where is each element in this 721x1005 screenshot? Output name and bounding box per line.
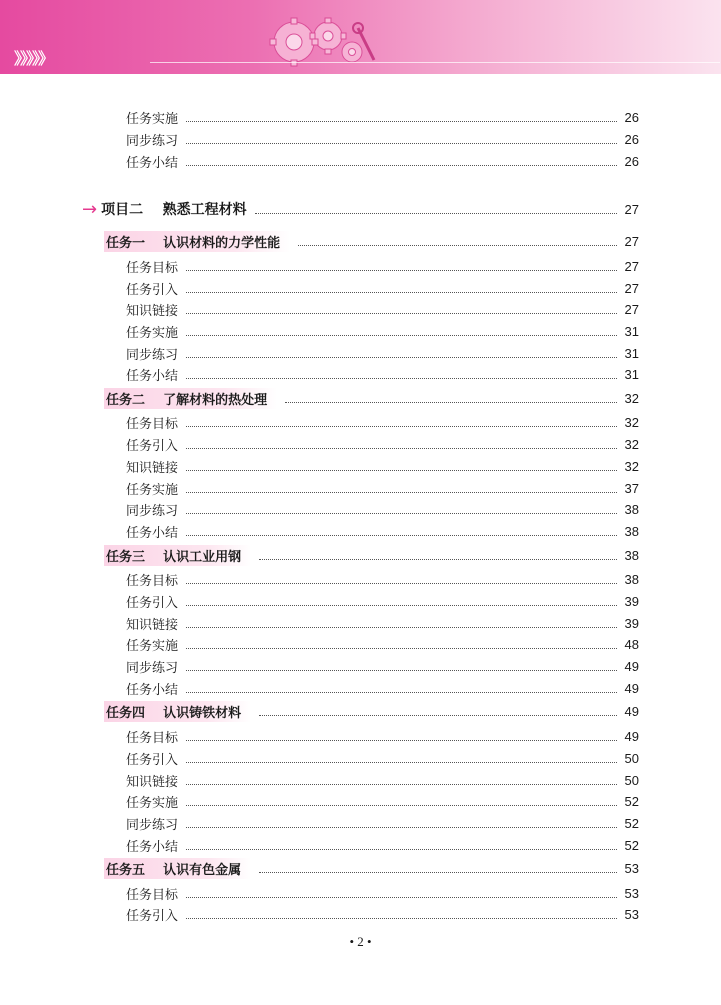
toc-entry-label: 任务小结 <box>126 839 179 855</box>
toc-page-number: 31 <box>624 345 639 361</box>
toc-page-number: 26 <box>624 153 639 169</box>
dot-leader <box>186 142 617 144</box>
dot-leader <box>186 647 617 649</box>
dot-leader <box>186 626 617 628</box>
toc-entry-label: 任务四 认识铸铁材料 <box>104 701 251 722</box>
toc-page-number: 31 <box>624 366 639 382</box>
page-number: • 2 • <box>349 934 372 949</box>
toc-page-number: 49 <box>624 680 639 696</box>
toc-entry-label: 任务实施 <box>126 111 179 127</box>
toc-page-number: 49 <box>624 658 639 674</box>
dot-leader <box>186 356 617 358</box>
toc-entry-label: 同步练习 <box>126 817 179 833</box>
dot-leader <box>186 425 617 427</box>
toc-entry-label: 任务引入 <box>126 908 179 924</box>
dot-leader <box>186 848 617 850</box>
toc-entry-label: 同步练习 <box>126 660 179 676</box>
toc-entry-label: 任务五 认识有色金属 <box>104 858 251 879</box>
toc-entry-label: 任务二 了解材料的热处理 <box>104 388 277 409</box>
toc-page-number: 39 <box>624 593 639 609</box>
toc-entry-label: 任务实施 <box>126 482 179 498</box>
toc-entry-label: 任务小结 <box>126 155 179 171</box>
toc-entry[interactable] <box>126 129 639 149</box>
dot-leader <box>186 604 617 606</box>
toc-page-number: 27 <box>624 301 639 317</box>
toc-page-number: 32 <box>624 436 639 452</box>
dot-leader <box>186 312 617 314</box>
header-banner <box>0 0 721 74</box>
arrow-right-icon: → <box>82 198 98 220</box>
toc-entry[interactable] <box>126 591 639 611</box>
toc-page-number: 52 <box>624 837 639 853</box>
toc-page-number: 27 <box>624 233 639 249</box>
dot-leader <box>186 291 617 293</box>
toc-entry[interactable] <box>126 499 639 519</box>
dot-leader <box>186 334 617 336</box>
toc-entry[interactable] <box>126 904 639 924</box>
toc-page-number: 32 <box>624 458 639 474</box>
toc-page-number: 37 <box>624 480 639 496</box>
dot-leader <box>186 761 617 763</box>
toc-page-number: 53 <box>624 860 639 876</box>
toc-entry-label: 任务目标 <box>126 730 179 746</box>
toc-task-entry[interactable] <box>104 701 639 721</box>
toc-entry[interactable] <box>126 412 639 432</box>
dot-leader <box>186 582 617 584</box>
toc-page-number: 31 <box>624 323 639 339</box>
toc-page-number: 32 <box>624 414 639 430</box>
dot-leader <box>186 804 617 806</box>
toc-task-entry[interactable] <box>104 388 639 408</box>
toc-entry[interactable] <box>126 791 639 811</box>
toc-page-number: 52 <box>624 815 639 831</box>
toc-entry-label: 同步练习 <box>126 133 179 149</box>
toc-entry[interactable] <box>126 256 639 276</box>
toc-entry-label: 任务小结 <box>126 525 179 541</box>
toc-entry-label: 任务引入 <box>126 752 179 768</box>
dot-leader <box>186 691 617 693</box>
dot-leader <box>259 558 616 560</box>
toc-entry-label: 任务目标 <box>126 573 179 589</box>
dot-leader <box>186 491 617 493</box>
dot-leader <box>259 871 616 873</box>
toc-entry-label: 任务目标 <box>126 416 179 432</box>
dot-leader <box>186 783 617 785</box>
dot-leader <box>298 244 616 246</box>
dot-leader <box>186 826 617 828</box>
toc-page-number: 38 <box>624 571 639 587</box>
toc-entry[interactable] <box>126 770 639 790</box>
toc-entry-label: 知识链接 <box>126 460 179 476</box>
toc-entry[interactable] <box>126 813 639 833</box>
toc-entry-label: 知识链接 <box>126 303 179 319</box>
toc-page-number: 48 <box>624 636 639 652</box>
toc-entry-label: 任务引入 <box>126 282 179 298</box>
dot-leader <box>186 739 617 741</box>
toc-entry[interactable] <box>126 634 639 654</box>
toc-page-number: 26 <box>624 109 639 125</box>
dot-leader <box>255 212 617 214</box>
toc-entry[interactable] <box>126 726 639 746</box>
toc-entry[interactable] <box>126 613 639 633</box>
toc-entry-label: 任务目标 <box>126 887 179 903</box>
toc-page-number: 49 <box>624 703 639 719</box>
toc-page-number: 27 <box>624 258 639 274</box>
chevron-decoration: 》》》》》 <box>14 49 53 68</box>
dot-leader <box>186 447 617 449</box>
toc-project-entry[interactable] <box>82 197 639 221</box>
dot-leader <box>186 469 617 471</box>
toc-entry[interactable] <box>126 434 639 454</box>
toc-entry[interactable] <box>126 107 639 127</box>
toc-page-number: 53 <box>624 906 639 922</box>
toc-entry-label: 任务实施 <box>126 638 179 654</box>
toc-entry[interactable] <box>126 343 639 363</box>
toc-entry[interactable] <box>126 478 639 498</box>
toc-entry[interactable] <box>126 656 639 676</box>
toc-entry[interactable] <box>126 299 639 319</box>
toc-page-number: 39 <box>624 615 639 631</box>
toc-entry[interactable] <box>126 321 639 341</box>
dot-leader <box>186 164 617 166</box>
toc-entry[interactable] <box>126 569 639 589</box>
toc-page-number: 49 <box>624 728 639 744</box>
toc-entry[interactable] <box>126 151 639 171</box>
toc-entry-label: 知识链接 <box>126 617 179 633</box>
toc-entry[interactable] <box>126 364 639 384</box>
toc-entry-label: 任务引入 <box>126 595 179 611</box>
dot-leader <box>186 269 617 271</box>
toc-page-number: 32 <box>624 390 639 406</box>
dot-leader <box>186 512 617 514</box>
toc-entry-label: 同步练习 <box>126 503 179 519</box>
dot-leader <box>186 896 617 898</box>
toc-entry-label: 同步练习 <box>126 347 179 363</box>
toc-entry[interactable] <box>126 835 639 855</box>
toc-entry[interactable] <box>126 883 639 903</box>
toc-page-number: 38 <box>624 523 639 539</box>
toc-page-number: 53 <box>624 885 639 901</box>
toc-entry-label: 任务引入 <box>126 438 179 454</box>
toc-page-number: 52 <box>624 793 639 809</box>
toc-entry-label: 项目二 熟悉工程材料 <box>101 202 247 218</box>
toc-entry[interactable] <box>126 456 639 476</box>
dot-leader <box>186 377 617 379</box>
toc-page-number: 50 <box>624 772 639 788</box>
dot-leader <box>186 534 617 536</box>
toc-entry[interactable] <box>126 678 639 698</box>
toc-task-entry[interactable] <box>104 231 639 251</box>
dot-leader <box>186 669 617 671</box>
toc-page-number: 27 <box>624 280 639 296</box>
toc-page-number: 38 <box>624 547 639 563</box>
toc-page-number: 26 <box>624 131 639 147</box>
header-rule <box>150 62 720 63</box>
toc-page-number: 27 <box>624 201 639 217</box>
toc-entry-label: 任务一 认识材料的力学性能 <box>104 231 290 252</box>
dot-leader <box>186 120 617 122</box>
toc-task-entry[interactable] <box>104 858 639 878</box>
toc-page-number: 50 <box>624 750 639 766</box>
toc-entry[interactable] <box>126 278 639 298</box>
toc-entry-label: 知识链接 <box>126 774 179 790</box>
dot-leader <box>285 401 616 403</box>
toc-entry-label: 任务实施 <box>126 795 179 811</box>
toc-page-number: 38 <box>624 501 639 517</box>
toc-entry-label: 任务小结 <box>126 682 179 698</box>
dot-leader <box>259 714 616 716</box>
toc-entry-label: 任务实施 <box>126 325 179 341</box>
toc-entry-label: 任务三 认识工业用钢 <box>104 545 251 566</box>
toc-entry[interactable] <box>126 521 639 541</box>
toc-entry-label: 任务小结 <box>126 368 179 384</box>
toc-entry[interactable] <box>126 748 639 768</box>
dot-leader <box>186 917 617 919</box>
toc-entry-label: 任务目标 <box>126 260 179 276</box>
toc-task-entry[interactable] <box>104 545 639 565</box>
